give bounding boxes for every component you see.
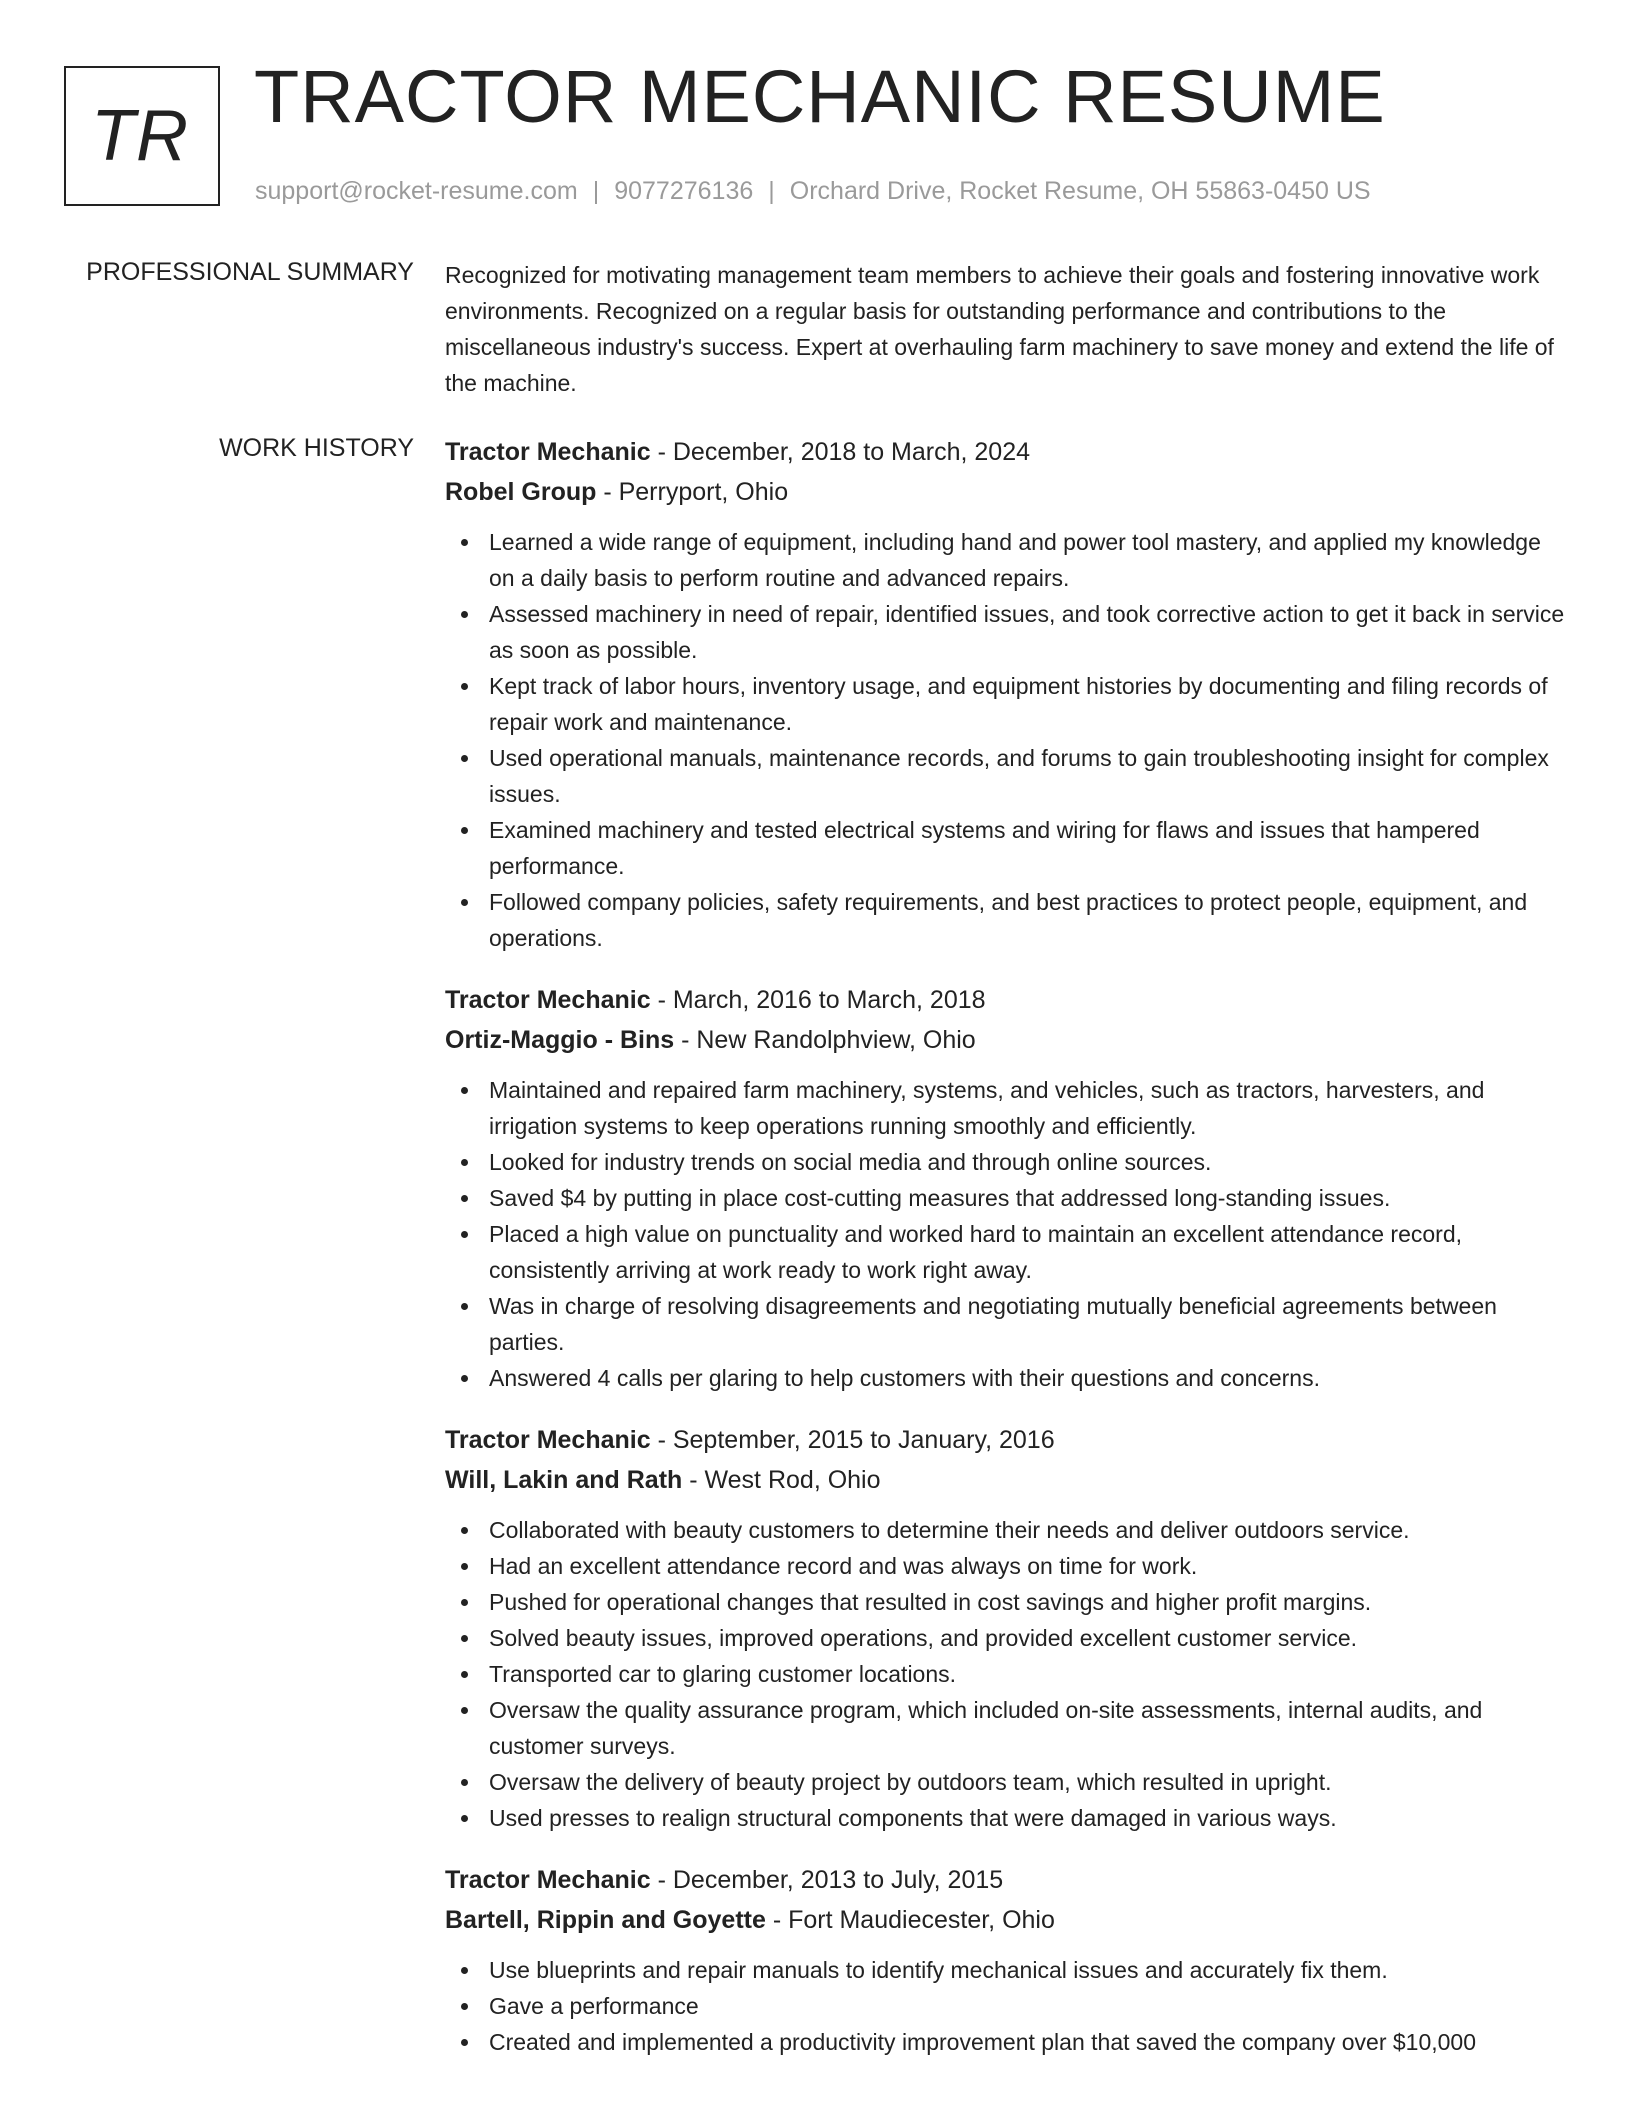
contact-separator: | bbox=[768, 177, 775, 205]
section-label-work-history: WORK HISTORY bbox=[219, 434, 414, 462]
job-dates: - December, 2018 to March, 2024 bbox=[650, 438, 1031, 466]
job-bullet-list bbox=[445, 1512, 1565, 1836]
contact-email: support@rocket-resume.com bbox=[255, 177, 578, 205]
contact-separator: | bbox=[592, 177, 600, 205]
job-bullet: Oversaw the delivery of beauty project by outdoors team, which resulted in upright. bbox=[489, 1764, 1565, 1800]
job-company-line bbox=[445, 1460, 1565, 1500]
resume-title: TRACTOR MECHANIC RESUME bbox=[254, 55, 1386, 138]
job-title-line bbox=[445, 1860, 1565, 1900]
job-bullet: Gave a performance bbox=[489, 1988, 1565, 2024]
contact-phone: 9077276136 bbox=[614, 177, 754, 205]
contact-line bbox=[255, 176, 1371, 206]
job-bullet: Looked for industry trends on social media and through online sources. bbox=[489, 1144, 1565, 1180]
job-entry bbox=[445, 980, 1565, 1396]
job-bullet: Maintained and repaired farm machinery, systems, and vehicles, such as tractors, harvesters, and irrigation systems to keep operations running smoothly and efficiently. bbox=[489, 1072, 1565, 1144]
job-title: Tractor Mechanic bbox=[445, 1426, 651, 1454]
job-company: Bartell, Rippin and Goyette bbox=[445, 1906, 766, 1934]
job-title: Tractor Mechanic bbox=[445, 1866, 651, 1894]
job-bullet-list bbox=[445, 524, 1565, 956]
job-dates: - September, 2015 to January, 2016 bbox=[650, 1426, 1055, 1454]
summary-text: Recognized for motivating management team members to achieve their goals and fostering innovative work environments. Recognized on a regular basis for outstanding performance and contributions to the miscellaneous industry's success. Expert at overhauling farm machinery to save money and extend the life of the machine. bbox=[445, 262, 1554, 396]
job-title: Tractor Mechanic bbox=[445, 986, 651, 1014]
job-location: - Perryport, Ohio bbox=[596, 478, 789, 506]
job-bullet: Used operational manuals, maintenance records, and forums to gain troubleshooting insight for complex issues. bbox=[489, 740, 1565, 812]
job-bullet: Used presses to realign structural components that were damaged in various ways. bbox=[489, 1800, 1565, 1836]
job-bullet-list bbox=[445, 1952, 1565, 2060]
job-dates: - March, 2016 to March, 2018 bbox=[650, 986, 986, 1014]
job-bullet: Answered 4 calls per glaring to help customers with their questions and concerns. bbox=[489, 1360, 1565, 1396]
job-bullet: Solved beauty issues, improved operations, and provided excellent customer service. bbox=[489, 1620, 1565, 1656]
job-company-line bbox=[445, 1900, 1565, 1940]
job-title: Tractor Mechanic bbox=[445, 438, 651, 466]
job-bullet: Created and implemented a productivity improvement plan that saved the company over $10,000 bbox=[489, 2024, 1565, 2060]
job-company-line bbox=[445, 472, 1565, 512]
job-entry bbox=[445, 432, 1565, 956]
monogram-initials: TR bbox=[91, 96, 189, 176]
job-bullet: Assessed machinery in need of repair, identified issues, and took corrective action to get it back in service as soon as possible. bbox=[489, 596, 1565, 668]
job-bullet: Placed a high value on punctuality and worked hard to maintain an excellent attendance record, consistently arriving at work ready to work right away. bbox=[489, 1216, 1565, 1288]
job-company-line bbox=[445, 1020, 1565, 1060]
job-bullet-list bbox=[445, 1072, 1565, 1396]
summary-section bbox=[445, 257, 1565, 401]
job-company: Will, Lakin and Rath bbox=[445, 1466, 683, 1494]
job-company: Ortiz-Maggio - Bins bbox=[445, 1026, 675, 1054]
job-bullet: Oversaw the quality assurance program, which included on-site assessments, internal audits, and customer surveys. bbox=[489, 1692, 1565, 1764]
job-bullet: Was in charge of resolving disagreements and negotiating mutually beneficial agreements between parties. bbox=[489, 1288, 1565, 1360]
job-location: - West Rod, Ohio bbox=[682, 1466, 881, 1494]
job-bullet: Pushed for operational changes that resulted in cost savings and higher profit margins. bbox=[489, 1584, 1565, 1620]
job-bullet: Learned a wide range of equipment, including hand and power tool mastery, and applied my knowledge on a daily basis to perform routine and advanced repairs. bbox=[489, 524, 1565, 596]
job-bullet: Had an excellent attendance record and was always on time for work. bbox=[489, 1548, 1565, 1584]
job-title-line bbox=[445, 980, 1565, 1020]
job-bullet: Collaborated with beauty customers to determine their needs and deliver outdoors service. bbox=[489, 1512, 1565, 1548]
work-history-section bbox=[445, 432, 1565, 2084]
job-location: - Fort Maudiecester, Ohio bbox=[765, 1906, 1055, 1934]
job-company: Robel Group bbox=[445, 478, 597, 506]
job-location: - New Randolphview, Ohio bbox=[674, 1026, 976, 1054]
job-bullet: Saved $4 by putting in place cost-cutting measures that addressed long-standing issues. bbox=[489, 1180, 1565, 1216]
contact-address: Orchard Drive, Rocket Resume, OH 55863-0450 US bbox=[789, 177, 1371, 205]
job-dates: - December, 2013 to July, 2015 bbox=[650, 1866, 1004, 1894]
job-title-line bbox=[445, 1420, 1565, 1460]
job-bullet: Transported car to glaring customer locations. bbox=[489, 1656, 1565, 1692]
monogram-box bbox=[64, 66, 220, 206]
job-bullet: Followed company policies, safety requirements, and best practices to protect people, equipment, and operations. bbox=[489, 884, 1565, 956]
section-label-summary: PROFESSIONAL SUMMARY bbox=[86, 258, 414, 286]
job-entry bbox=[445, 1420, 1565, 1836]
job-entry bbox=[445, 1860, 1565, 2060]
job-bullet: Kept track of labor hours, inventory usage, and equipment histories by documenting and filing records of repair work and maintenance. bbox=[489, 668, 1565, 740]
job-bullet: Examined machinery and tested electrical systems and wiring for flaws and issues that hampered performance. bbox=[489, 812, 1565, 884]
job-title-line bbox=[445, 432, 1565, 472]
job-bullet: Use blueprints and repair manuals to identify mechanical issues and accurately fix them. bbox=[489, 1952, 1565, 1988]
